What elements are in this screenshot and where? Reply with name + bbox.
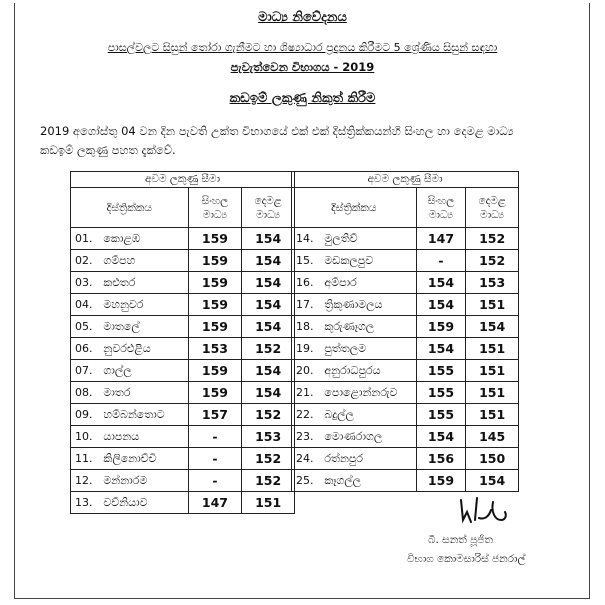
- row-number: 05.: [71, 316, 101, 338]
- tamil-medium-cutoff: 151: [242, 492, 295, 514]
- table-row: [71, 360, 295, 382]
- document-subtitle-line2: පැවැත්වෙන විභාගය - 2019: [230, 60, 375, 74]
- row-number: 14.: [292, 228, 322, 250]
- sinhala-medium-cutoff: 147: [188, 492, 242, 514]
- row-number: 13.: [71, 492, 101, 514]
- tamil-medium-cutoff: 154: [466, 470, 519, 492]
- tamil-medium-cutoff: 154: [242, 382, 295, 404]
- row-number: 01.: [71, 228, 101, 250]
- sinhala-medium-cutoff: 154: [416, 338, 466, 360]
- document-subtitle-line1: පාසල්වලට සිසුන් තෝරා ගැනීමට හා ශිෂ්‍යාධාර ප්‍රදානය කිරීමට 5 ශ්‍රේණිය සිසුන් සඳහා: [107, 41, 498, 54]
- sinhala-medium-cutoff: -: [416, 250, 466, 272]
- signatory-name: බී. සනත් පූජිත: [428, 534, 493, 546]
- tamil-medium-cutoff: 154: [242, 272, 295, 294]
- district-name: නුවරඑළිය: [100, 338, 188, 360]
- row-number: 17.: [292, 294, 322, 316]
- signatory-title: විභාග කොමසාරිස් ජනරාල්: [407, 553, 526, 565]
- district-name: කෑගල්ල: [321, 470, 416, 492]
- tamil-medium-cutoff: 152: [466, 250, 519, 272]
- column-header-tamil: දෙමළ මාධ්‍ය: [242, 188, 295, 228]
- district-name: යාපනය: [100, 426, 188, 448]
- sinhala-medium-cutoff: -: [188, 426, 242, 448]
- column-header-district: දිස්ත්‍රික්කය: [292, 188, 417, 228]
- district-name: කිලිනොච්චි: [100, 448, 188, 470]
- column-header-sinhala: සිංහල මාධ්‍ය: [416, 188, 466, 228]
- district-name: මන්නාරම: [100, 470, 188, 492]
- table-row: [292, 404, 519, 426]
- row-number: 04.: [71, 294, 101, 316]
- row-number: 21.: [292, 382, 322, 404]
- row-number: 03.: [71, 272, 101, 294]
- tamil-medium-cutoff: 153: [242, 426, 295, 448]
- row-number: 11.: [71, 448, 101, 470]
- table-row: [292, 448, 519, 470]
- intro-paragraph: [40, 122, 580, 160]
- cutoff-table-right: [291, 171, 519, 492]
- sinhala-medium-cutoff: 157: [188, 404, 242, 426]
- table-row: [292, 470, 519, 492]
- row-number: 19.: [292, 338, 322, 360]
- district-name: ගම්පහ: [100, 250, 188, 272]
- district-name: මාතර: [100, 382, 188, 404]
- row-number: 07.: [71, 360, 101, 382]
- sinhala-medium-cutoff: 155: [416, 360, 466, 382]
- tamil-medium-cutoff: 145: [466, 426, 519, 448]
- row-number: 02.: [71, 250, 101, 272]
- row-number: 18.: [292, 316, 322, 338]
- row-number: 09.: [71, 404, 101, 426]
- sinhala-medium-cutoff: 159: [416, 470, 466, 492]
- sinhala-medium-cutoff: 159: [416, 316, 466, 338]
- table-row: [71, 426, 295, 448]
- table-row: [292, 426, 519, 448]
- district-name: මහනුවර: [100, 294, 188, 316]
- table-row: [292, 338, 519, 360]
- district-name: බදුල්ල: [321, 404, 416, 426]
- sinhala-medium-cutoff: 147: [416, 228, 466, 250]
- sinhala-medium-cutoff: 155: [416, 382, 466, 404]
- tamil-medium-cutoff: 150: [466, 448, 519, 470]
- district-name: අනුරාධපුරය: [321, 360, 416, 382]
- sinhala-medium-cutoff: 154: [416, 294, 466, 316]
- district-name: මඩකලපුව: [321, 250, 416, 272]
- table-row: [71, 448, 295, 470]
- sinhala-medium-cutoff: 159: [188, 360, 242, 382]
- tamil-medium-cutoff: 152: [242, 404, 295, 426]
- table-row: [71, 338, 295, 360]
- sinhala-medium-cutoff: 159: [188, 228, 242, 250]
- column-header-tamil: දෙමළ මාධ්‍ය: [466, 188, 519, 228]
- row-number: 08.: [71, 382, 101, 404]
- sinhala-medium-cutoff: 155: [416, 404, 466, 426]
- table-row: [71, 404, 295, 426]
- table-row: [71, 250, 295, 272]
- tamil-medium-cutoff: 152: [242, 470, 295, 492]
- district-name: කළුතර: [100, 272, 188, 294]
- tamil-medium-cutoff: 154: [242, 228, 295, 250]
- sinhala-medium-cutoff: -: [188, 470, 242, 492]
- district-name: මාතලේ: [100, 316, 188, 338]
- table-row: [292, 294, 519, 316]
- district-name: වව්නියාව: [100, 492, 188, 514]
- sinhala-medium-cutoff: 159: [188, 316, 242, 338]
- tamil-medium-cutoff: 151: [466, 404, 519, 426]
- table-row: [292, 360, 519, 382]
- row-number: 25.: [292, 470, 322, 492]
- intro-line-2: කඩඉම් ලකුණු පහත දැක්වේ.: [40, 143, 176, 157]
- group-header: අවම ලකුණු සීමා: [71, 172, 295, 188]
- tamil-medium-cutoff: 154: [242, 294, 295, 316]
- sinhala-medium-cutoff: 154: [416, 272, 466, 294]
- tamil-medium-cutoff: 151: [466, 338, 519, 360]
- row-number: 16.: [292, 272, 322, 294]
- district-name: කොළඹ: [100, 228, 188, 250]
- cutoff-table-left: [70, 171, 295, 514]
- sinhala-medium-cutoff: 156: [416, 448, 466, 470]
- section-heading: කඩඉම් ලකුණු නිකුත් කිරීම: [229, 91, 376, 106]
- tamil-medium-cutoff: 151: [466, 360, 519, 382]
- row-number: 15.: [292, 250, 322, 272]
- row-number: 20.: [292, 360, 322, 382]
- row-number: 10.: [71, 426, 101, 448]
- tamil-medium-cutoff: 152: [242, 448, 295, 470]
- sinhala-medium-cutoff: -: [188, 448, 242, 470]
- table-row: [71, 272, 295, 294]
- sinhala-medium-cutoff: 159: [188, 272, 242, 294]
- district-name: ත්‍රිකුණාමලය: [321, 294, 416, 316]
- table-row: [71, 228, 295, 250]
- row-number: 22.: [292, 404, 322, 426]
- table-row: [71, 492, 295, 514]
- table-row: [292, 250, 519, 272]
- sinhala-medium-cutoff: 153: [188, 338, 242, 360]
- intro-line-1: 2019 අගෝස්තු 04 වන දින පැවති උක්ත විභාගයේ එක් එක් දිස්ත්‍රික්කයන්හි සිංහල හා දෙමළ මාධ්‍ය: [40, 124, 514, 138]
- table-row: [292, 316, 519, 338]
- tamil-medium-cutoff: 153: [466, 272, 519, 294]
- tamil-medium-cutoff: 151: [466, 382, 519, 404]
- district-name: මොණරාගල: [321, 426, 416, 448]
- document-title: මාධ්‍ය නිවේදනය: [258, 10, 347, 25]
- column-header-district: දිස්ත්‍රික්කය: [71, 188, 189, 228]
- sinhala-medium-cutoff: 154: [416, 426, 466, 448]
- row-number: 23.: [292, 426, 322, 448]
- district-name: රත්නපුර: [321, 448, 416, 470]
- tamil-medium-cutoff: 154: [242, 360, 295, 382]
- table-row: [292, 382, 519, 404]
- table-row: [71, 382, 295, 404]
- tamil-medium-cutoff: 152: [242, 338, 295, 360]
- tamil-medium-cutoff: 154: [242, 250, 295, 272]
- handwritten-signature: [455, 490, 515, 530]
- row-number: 06.: [71, 338, 101, 360]
- table-row: [292, 228, 519, 250]
- tamil-medium-cutoff: 154: [242, 316, 295, 338]
- sinhala-medium-cutoff: 159: [188, 294, 242, 316]
- sinhala-medium-cutoff: 159: [188, 382, 242, 404]
- group-header: අවම ලකුණු සීමා: [292, 172, 519, 188]
- sinhala-medium-cutoff: 159: [188, 250, 242, 272]
- tamil-medium-cutoff: 152: [466, 228, 519, 250]
- district-name: මුලතිව්: [321, 228, 416, 250]
- table-row: [292, 272, 519, 294]
- row-number: 24.: [292, 448, 322, 470]
- district-name: පුත්තලම: [321, 338, 416, 360]
- district-name: අම්පාර: [321, 272, 416, 294]
- district-name: හම්බන්තොට: [100, 404, 188, 426]
- row-number: 12.: [71, 470, 101, 492]
- table-row: [71, 294, 295, 316]
- table-row: [71, 470, 295, 492]
- district-name: ගාල්ල: [100, 360, 188, 382]
- district-name: කුරුණෑගල: [321, 316, 416, 338]
- tamil-medium-cutoff: 151: [466, 294, 519, 316]
- tamil-medium-cutoff: 154: [466, 316, 519, 338]
- district-name: පොළොන්නරුව: [321, 382, 416, 404]
- table-row: [71, 316, 295, 338]
- column-header-sinhala: සිංහල මාධ්‍ය: [188, 188, 242, 228]
